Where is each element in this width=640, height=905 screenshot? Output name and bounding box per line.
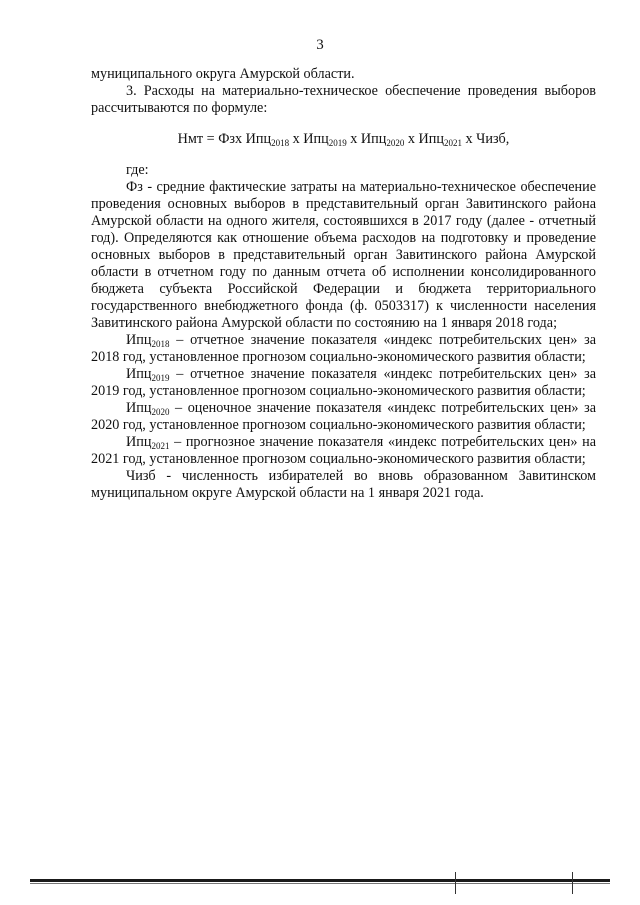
ipc2021-subscript: 2021 (151, 441, 170, 451)
scan-edge-shadow (30, 883, 610, 884)
definition-ipc2018 (91, 332, 596, 366)
page-number: 3 (316, 37, 324, 53)
opening-line: муниципального округа Амурской области. (91, 66, 355, 82)
ipc2021-text: – прогнозное значение показателя «индекс потребительских цен» на 2021 год, установленное прогнозом социально-экономического развития области; (91, 434, 596, 467)
item-3-paragraph: 3. Расходы на материально-техническое обеспечение проведения выборов рассчитываются по формуле: (91, 83, 596, 116)
ipc2019-subscript: 2019 (151, 373, 170, 383)
formula-sub-2019: 2019 (328, 138, 347, 148)
formula-sub-2021: 2021 (443, 138, 462, 148)
formula-sub-2018: 2018 (271, 138, 290, 148)
formula-part-d: х Ипц (404, 131, 444, 147)
scan-artifact-mark (455, 872, 456, 894)
ipc2020-symbol: Ипц (126, 400, 152, 416)
definition-ipc2021 (91, 434, 596, 468)
definition-ipc2020 (91, 400, 596, 434)
formula-part-a: Нмт = Фзх Ипц (177, 131, 272, 147)
ipc2020-subscript: 2020 (151, 407, 170, 417)
formula-part-b: х Ипц (289, 131, 329, 147)
ipc2018-text: – отчетное значение показателя «индекс потребительских цен» за 2018 год, установленное прогнозом социально-экономического развития области; (91, 332, 596, 365)
definition-fz: Фз - средние фактические затраты на материально-техническое обеспечение проведения основных выборов в представительный орган Завитинского района Амурской области на одного жителя, состоявшихся в 2017 году (далее - отчетный год). Определяются как отношение объема расходов на подготовку и проведение основных выборов в представительный орган Завитинского района Амурской области в отчетном году по данным отчета об исполнении консолидированного бюджета субъекта Российской Федерации и бюджета территориального государственного внебюджетного фонда (ф. 0503317) к численности населения Завитинского района Амурской области по состоянию на 1 января 2018 года; (91, 179, 596, 331)
definition-ipc2019 (91, 366, 596, 400)
formula-sub-2020: 2020 (386, 138, 405, 148)
ipc2019-symbol: Ипц (126, 366, 152, 382)
ipc2019-text: – отчетное значение показателя «индекс потребительских цен» за 2019 год, установленное прогнозом социально-экономического развития области; (91, 366, 596, 399)
where-label: где: (126, 162, 149, 178)
formula (91, 131, 596, 148)
document-body (91, 66, 596, 502)
definition-chizb: Чизб - численность избирателей во вновь образованном Завитинском муниципальном округе Амурской области на 1 января 2021 года. (91, 468, 596, 501)
ipc2021-symbol: Ипц (126, 434, 152, 450)
formula-part-c: х Ипц (346, 131, 387, 147)
ipc2020-text: – оценочное значение показателя «индекс потребительских цен» за 2020 год, установленное прогнозом социально-экономического развития области; (91, 400, 596, 433)
ipc2018-symbol: Ипц (126, 332, 152, 348)
ipc2018-subscript: 2018 (151, 339, 170, 349)
scan-edge-line (30, 879, 610, 882)
scan-artifact-mark (572, 872, 573, 894)
formula-part-e: х Чизб, (461, 131, 510, 147)
